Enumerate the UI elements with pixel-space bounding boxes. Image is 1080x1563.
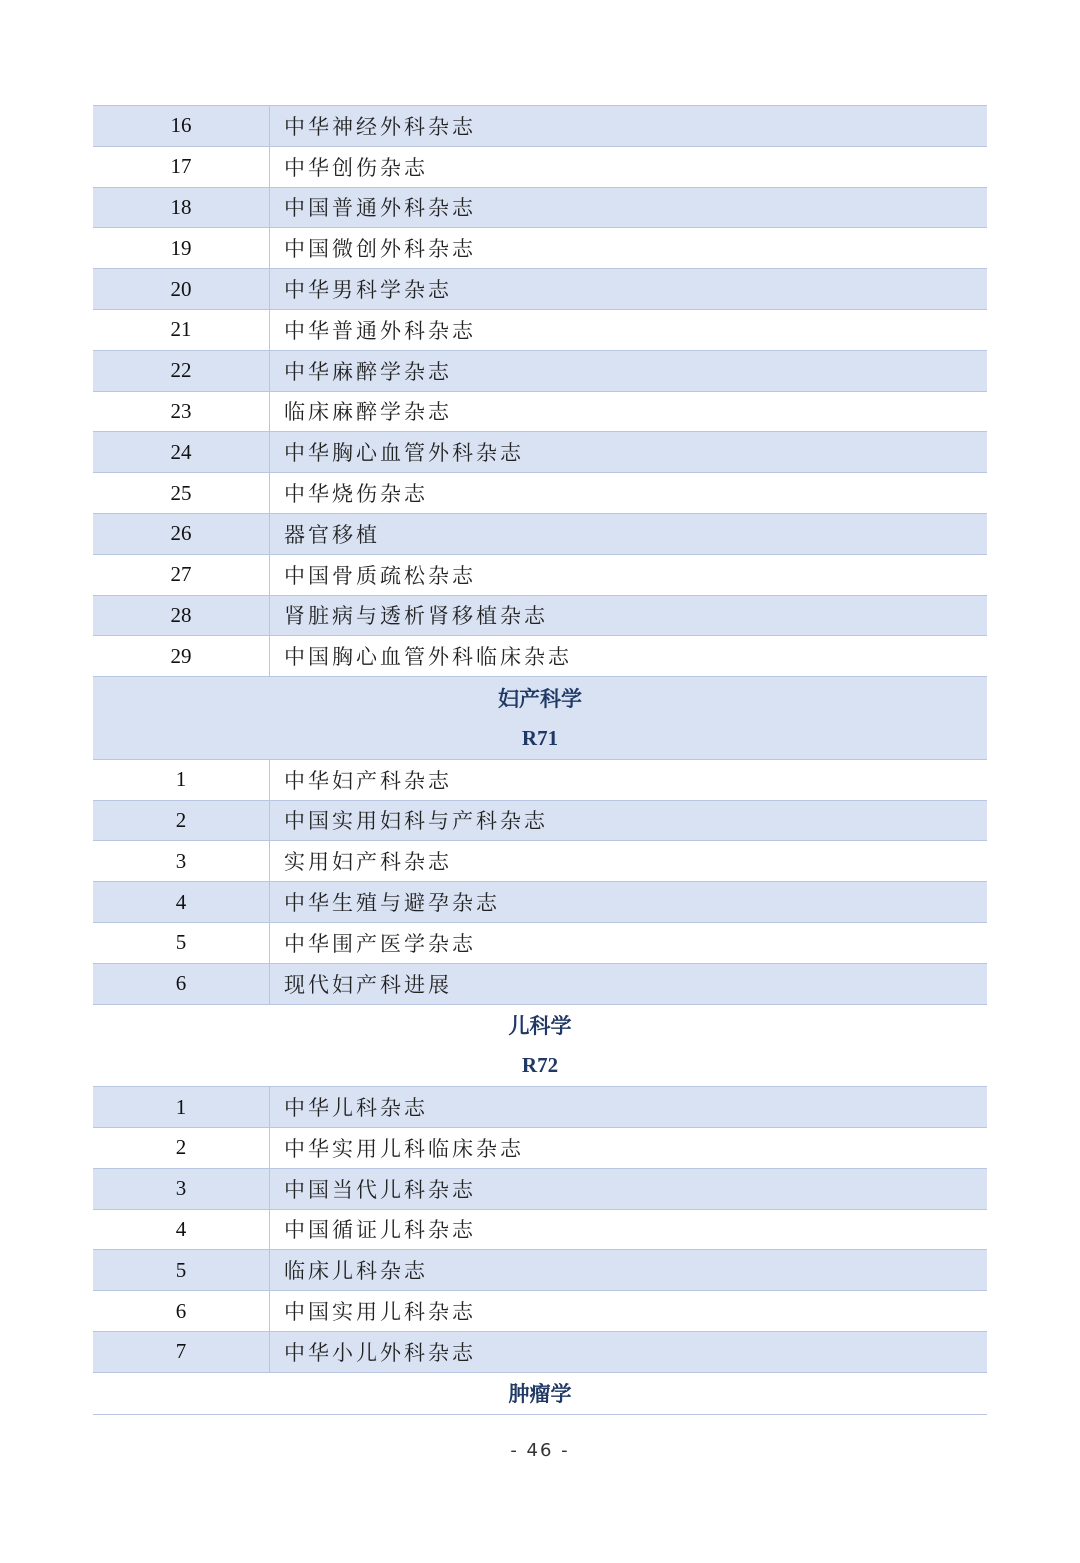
journal-name: 中国当代儿科杂志 bbox=[284, 1177, 476, 1202]
journal-name: 临床儿科杂志 bbox=[284, 1259, 428, 1284]
table-row bbox=[93, 801, 987, 842]
journal-name: 中华创伤杂志 bbox=[284, 155, 428, 180]
row-number: 26 bbox=[93, 514, 270, 554]
row-number: 17 bbox=[93, 147, 270, 187]
row-number: 25 bbox=[93, 473, 270, 513]
section-code: R72 bbox=[521, 1053, 559, 1078]
journal-name: 中国循证儿科杂志 bbox=[284, 1218, 476, 1243]
row-number: 3 bbox=[93, 1169, 270, 1209]
section-header bbox=[93, 1373, 987, 1415]
row-number: 4 bbox=[93, 882, 270, 922]
row-number: 20 bbox=[93, 269, 270, 309]
row-number: 24 bbox=[93, 432, 270, 472]
row-number: 5 bbox=[93, 923, 270, 963]
journal-name: 中华普通外科杂志 bbox=[284, 318, 476, 343]
journal-name: 现代妇产科进展 bbox=[284, 972, 452, 997]
journal-name: 中国微创外科杂志 bbox=[284, 237, 476, 262]
table-row bbox=[93, 432, 987, 473]
journal-name: 中国实用妇科与产科杂志 bbox=[284, 809, 548, 834]
table-row bbox=[93, 1169, 987, 1210]
journal-name: 中国普通外科杂志 bbox=[284, 196, 476, 221]
journal-name: 中华男科学杂志 bbox=[284, 278, 452, 303]
table-row bbox=[93, 1250, 987, 1291]
journal-name: 肾脏病与透析肾移植杂志 bbox=[284, 604, 548, 629]
row-number: 21 bbox=[93, 310, 270, 350]
table-row bbox=[93, 1128, 987, 1169]
table-row bbox=[93, 473, 987, 514]
table-row bbox=[93, 147, 987, 188]
row-number: 29 bbox=[93, 636, 270, 676]
row-number: 1 bbox=[93, 1087, 270, 1127]
section-title: 妇产科学 bbox=[498, 685, 582, 711]
section-header bbox=[93, 677, 987, 760]
journal-name: 中华围产医学杂志 bbox=[284, 931, 476, 956]
row-number: 27 bbox=[93, 555, 270, 595]
row-number: 6 bbox=[93, 964, 270, 1004]
table-row bbox=[93, 1087, 987, 1128]
row-number: 18 bbox=[93, 188, 270, 228]
page-number: - 46 - bbox=[510, 1440, 570, 1461]
table-row bbox=[93, 310, 987, 351]
journal-name: 实用妇产科杂志 bbox=[284, 850, 452, 875]
table-row bbox=[93, 555, 987, 596]
row-number: 22 bbox=[93, 351, 270, 391]
journal-name: 中华生殖与避孕杂志 bbox=[284, 891, 500, 916]
table-row bbox=[93, 514, 987, 555]
table-row bbox=[93, 188, 987, 229]
row-number: 4 bbox=[93, 1210, 270, 1250]
journal-name: 中国实用儿科杂志 bbox=[284, 1300, 476, 1324]
table-row bbox=[93, 841, 987, 882]
journal-name: 中华麻醉学杂志 bbox=[284, 359, 452, 384]
table-row bbox=[93, 392, 987, 433]
journal-name: 中华烧伤杂志 bbox=[284, 482, 428, 507]
journal-name: 临床麻醉学杂志 bbox=[284, 400, 452, 425]
row-number: 2 bbox=[93, 1128, 270, 1168]
journal-table bbox=[93, 105, 987, 1415]
table-row bbox=[93, 351, 987, 392]
row-number: 23 bbox=[93, 392, 270, 432]
table-row bbox=[93, 882, 987, 923]
journal-name: 中华实用儿科临床杂志 bbox=[284, 1136, 524, 1161]
row-number: 2 bbox=[93, 801, 270, 841]
section-code: R71 bbox=[521, 725, 559, 750]
table-row bbox=[93, 1332, 987, 1373]
table-row bbox=[93, 760, 987, 801]
table-row bbox=[93, 596, 987, 637]
table-row bbox=[93, 964, 987, 1005]
journal-name: 中华妇产科杂志 bbox=[284, 768, 452, 793]
table-row bbox=[93, 1291, 987, 1332]
table-row bbox=[93, 923, 987, 964]
section-title: 儿科学 bbox=[508, 1012, 572, 1038]
table-row bbox=[93, 269, 987, 310]
journal-name: 中国骨质疏松杂志 bbox=[284, 563, 476, 588]
row-number: 7 bbox=[93, 1332, 270, 1372]
journal-name: 中华儿科杂志 bbox=[284, 1096, 428, 1121]
journal-name: 中国胸心血管外科临床杂志 bbox=[284, 645, 572, 670]
row-number: 5 bbox=[93, 1250, 270, 1290]
table-row bbox=[93, 1210, 987, 1251]
section-header bbox=[93, 1005, 987, 1088]
row-number: 3 bbox=[93, 841, 270, 881]
table-row bbox=[93, 106, 987, 147]
table-row bbox=[93, 636, 987, 677]
journal-name: 中华神经外科杂志 bbox=[284, 114, 476, 139]
journal-name: 中华胸心血管外科杂志 bbox=[284, 441, 524, 466]
row-number: 28 bbox=[93, 596, 270, 636]
row-number: 1 bbox=[93, 760, 270, 800]
row-number: 6 bbox=[93, 1291, 270, 1331]
journal-name: 中华小儿外科杂志 bbox=[284, 1340, 476, 1365]
row-number: 19 bbox=[93, 228, 270, 268]
section-title: 肿瘤学 bbox=[508, 1381, 572, 1407]
row-number: 16 bbox=[93, 106, 270, 146]
table-row bbox=[93, 228, 987, 269]
journal-name: 器官移植 bbox=[284, 522, 380, 547]
